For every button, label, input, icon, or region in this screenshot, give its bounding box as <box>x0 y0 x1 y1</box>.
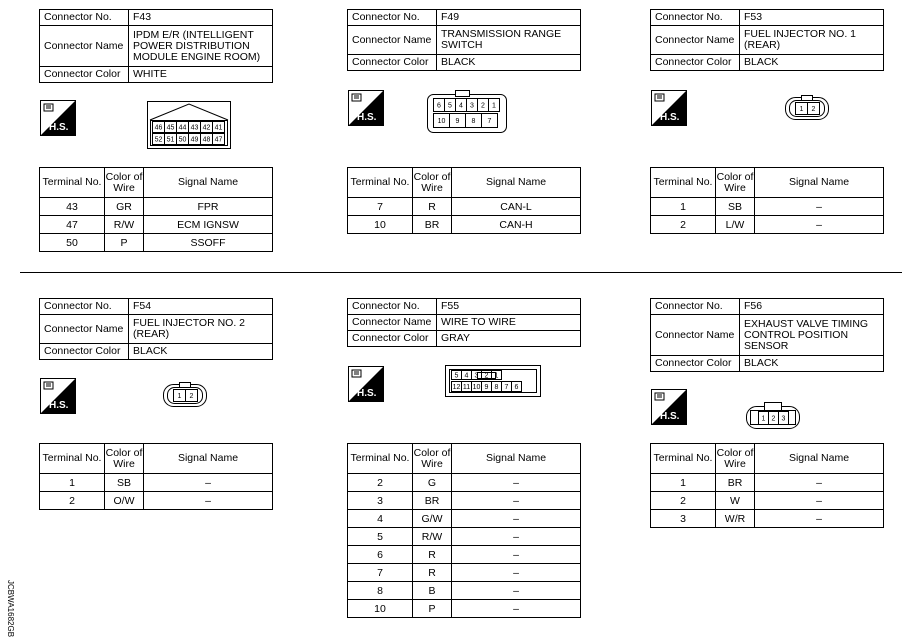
pin-label: 8 <box>494 384 499 391</box>
pin-row-top <box>434 99 500 112</box>
connector-color-label: Connector Color <box>40 67 129 83</box>
table-row <box>651 216 884 234</box>
wire-color: G <box>413 474 452 492</box>
wire-color: R/W <box>413 528 452 546</box>
pin-label: 47 <box>214 136 223 144</box>
connector-info-f56 <box>650 298 884 372</box>
connector-name-value: FUEL INJECTOR NO. 1 (REAR) <box>740 26 884 55</box>
pin-label: 3 <box>781 415 786 423</box>
pin-label: 48 <box>202 136 211 144</box>
signal-name: – <box>452 582 581 600</box>
terminal-no: 1 <box>651 474 716 492</box>
terminal-header <box>40 168 273 198</box>
table-row <box>40 492 273 510</box>
pin-label: 52 <box>154 136 163 144</box>
pin-label: 8 <box>471 118 476 125</box>
signal-name-header: Signal Name <box>755 168 884 198</box>
signal-name-header: Signal Name <box>144 168 273 198</box>
connector-name-value: FUEL INJECTOR NO. 2 (REAR) <box>129 315 273 344</box>
pin-label: 7 <box>487 118 492 125</box>
pin-label: 4 <box>464 372 469 380</box>
table-row <box>348 582 581 600</box>
pin-label: 10 <box>437 118 446 125</box>
connector-name-label: Connector Name <box>651 26 740 55</box>
pin-label: 1 <box>494 372 499 380</box>
wire-color-header: Color of Wire <box>105 168 144 198</box>
table-row <box>40 216 273 234</box>
connector-color-value: BLACK <box>740 55 884 71</box>
terminal-no: 1 <box>651 198 716 216</box>
terminal-no: 7 <box>348 564 413 582</box>
connector-color-value: BLACK <box>129 344 273 360</box>
connector-no-label: Connector No. <box>348 10 437 26</box>
terminal-no-header: Terminal No. <box>348 444 413 474</box>
wire-color: SB <box>105 474 144 492</box>
signal-name: SSOFF <box>144 234 273 252</box>
pin-label: 6 <box>514 384 519 391</box>
connector-info-f54 <box>39 298 273 360</box>
table-row <box>348 546 581 564</box>
pin-label: 45 <box>166 124 175 132</box>
terminal-table-f49 <box>347 167 581 234</box>
table-row <box>348 474 581 492</box>
connector-diagram-f54 <box>163 382 207 408</box>
terminal-no: 10 <box>348 600 413 618</box>
pin-label: 10 <box>472 384 481 391</box>
terminal-no: 5 <box>348 528 413 546</box>
connector-diagram-f53 <box>785 95 829 121</box>
terminal-no: 6 <box>348 546 413 564</box>
terminal-header <box>40 444 273 474</box>
terminal-no: 2 <box>348 474 413 492</box>
connector-info-f53 <box>650 9 884 71</box>
table-row <box>651 474 884 492</box>
pin-label: 4 <box>459 102 463 110</box>
terminal-no: 2 <box>651 492 716 510</box>
connector-color-value: BLACK <box>437 55 581 71</box>
signal-name: ECM IGNSW <box>144 216 273 234</box>
pin-label: 3 <box>474 372 479 380</box>
terminal-no: 2 <box>651 216 716 234</box>
harness-side-icon <box>40 378 76 414</box>
table-row <box>348 216 581 234</box>
wire-color-header: Color of Wire <box>716 168 755 198</box>
signal-name: – <box>144 474 273 492</box>
wire-color: R <box>413 198 452 216</box>
table-row <box>348 600 581 618</box>
connector-name-label: Connector Name <box>348 26 437 55</box>
connector-info-f43 <box>39 9 273 83</box>
terminal-header <box>348 168 581 198</box>
terminal-header <box>651 444 884 474</box>
pin-row-bottom <box>434 114 498 128</box>
connector-no-label: Connector No. <box>40 10 129 26</box>
pin-label: 5 <box>448 102 452 110</box>
harness-side-icon <box>348 366 384 402</box>
pin-label: 9 <box>455 118 460 125</box>
wire-color: SB <box>716 198 755 216</box>
signal-name: – <box>452 564 581 582</box>
terminal-table-f55 <box>347 443 581 618</box>
pin-label: 2 <box>771 415 776 423</box>
table-row <box>40 474 273 492</box>
connector-color-value: WHITE <box>129 67 273 83</box>
pin-label: 1 <box>177 393 182 400</box>
pin-label: 49 <box>190 136 199 144</box>
connector-name-value: TRANSMISSION RANGE SWITCH <box>437 26 581 55</box>
pin-row-bottom <box>153 134 225 145</box>
wire-color-header: Color of Wire <box>413 168 452 198</box>
terminal-no-header: Terminal No. <box>651 444 716 474</box>
terminal-no: 3 <box>651 510 716 528</box>
signal-name: – <box>755 510 884 528</box>
pin-label: 51 <box>166 136 175 144</box>
table-row <box>651 510 884 528</box>
connector-diagram-f43 <box>147 101 231 149</box>
wire-color-header: Color of Wire <box>716 444 755 474</box>
connector-color-label: Connector Color <box>40 344 129 360</box>
connector-no-label: Connector No. <box>651 299 740 315</box>
signal-name-header: Signal Name <box>144 444 273 474</box>
wire-color: GR <box>105 198 144 216</box>
pin-row <box>759 412 789 425</box>
pin-label: 1 <box>492 102 496 110</box>
table-row <box>348 528 581 546</box>
table-row <box>348 492 581 510</box>
terminal-header <box>651 168 884 198</box>
connector-name-label: Connector Name <box>40 26 129 67</box>
terminal-no: 3 <box>348 492 413 510</box>
signal-name-header: Signal Name <box>452 168 581 198</box>
connector-no-value: F56 <box>740 299 884 315</box>
terminal-no: 8 <box>348 582 413 600</box>
connector-info-f49 <box>347 9 581 71</box>
signal-name: – <box>452 600 581 618</box>
connector-no-value: F55 <box>437 299 581 315</box>
connector-color-value: BLACK <box>740 356 884 372</box>
connector-diagram-f49 <box>427 90 507 134</box>
pin-label: 42 <box>202 124 211 132</box>
svg-text:H.S.: H.S. <box>49 122 69 133</box>
pin-label: 7 <box>504 384 509 391</box>
connector-name-value: WIRE TO WIRE <box>437 315 581 331</box>
pin-label: 1 <box>761 415 766 423</box>
table-row <box>348 510 581 528</box>
table-row <box>348 564 581 582</box>
pin-label: 6 <box>437 102 441 110</box>
pin-label: 9 <box>484 384 489 391</box>
connector-no-label: Connector No. <box>651 10 740 26</box>
pin-label: 5 <box>454 372 459 380</box>
wire-color: BR <box>413 492 452 510</box>
pin-row-top <box>452 371 502 380</box>
connector-no-label: Connector No. <box>348 299 437 315</box>
pin-label: 43 <box>190 124 199 132</box>
connector-color-label: Connector Color <box>651 356 740 372</box>
pin-row <box>174 390 198 402</box>
wire-color: R <box>413 564 452 582</box>
table-row <box>40 198 273 216</box>
document-id: JCBWA1682GB <box>6 579 16 638</box>
terminal-no-header: Terminal No. <box>40 168 105 198</box>
connector-no-value: F53 <box>740 10 884 26</box>
pin-label: 46 <box>154 124 163 132</box>
wire-color: W <box>716 492 755 510</box>
svg-text:H.S.: H.S. <box>660 411 680 422</box>
pin-label: 41 <box>214 124 223 132</box>
svg-text:H.S.: H.S. <box>49 400 69 411</box>
signal-name: – <box>755 474 884 492</box>
pin-row <box>796 103 820 115</box>
terminal-no: 50 <box>40 234 105 252</box>
terminal-header <box>348 444 581 474</box>
connector-no-value: F49 <box>437 10 581 26</box>
table-row <box>348 198 581 216</box>
signal-name: – <box>452 492 581 510</box>
connector-name-label: Connector Name <box>40 315 129 344</box>
pin-row-bottom <box>452 382 522 392</box>
signal-name: – <box>144 492 273 510</box>
table-row <box>651 198 884 216</box>
terminal-no: 47 <box>40 216 105 234</box>
connector-color-value: GRAY <box>437 331 581 347</box>
signal-name-header: Signal Name <box>452 444 581 474</box>
wire-color: BR <box>716 474 755 492</box>
harness-side-icon <box>40 100 76 136</box>
terminal-no: 2 <box>40 492 105 510</box>
svg-text:H.S.: H.S. <box>357 388 377 399</box>
signal-name: – <box>452 474 581 492</box>
signal-name-header: Signal Name <box>755 444 884 474</box>
signal-name: CAN-L <box>452 198 581 216</box>
wire-color: P <box>105 234 144 252</box>
wire-color-header: Color of Wire <box>413 444 452 474</box>
wire-color: L/W <box>716 216 755 234</box>
table-row <box>40 234 273 252</box>
terminal-table-f43 <box>39 167 273 252</box>
terminal-no: 7 <box>348 198 413 216</box>
wire-color: W/R <box>716 510 755 528</box>
harness-side-icon <box>348 90 384 126</box>
wire-color: R/W <box>105 216 144 234</box>
table-row <box>651 492 884 510</box>
connector-color-label: Connector Color <box>348 55 437 71</box>
harness-side-icon <box>651 90 687 126</box>
pin-label: 1 <box>799 106 804 113</box>
svg-text:H.S.: H.S. <box>357 112 377 123</box>
signal-name: – <box>755 198 884 216</box>
terminal-no: 43 <box>40 198 105 216</box>
pin-label: 11 <box>462 384 471 391</box>
connector-color-label: Connector Color <box>348 331 437 347</box>
pin-label: 2 <box>484 372 489 380</box>
svg-text:H.S.: H.S. <box>660 112 680 123</box>
signal-name: CAN-H <box>452 216 581 234</box>
terminal-no-header: Terminal No. <box>651 168 716 198</box>
wire-color: B <box>413 582 452 600</box>
wire-color: R <box>413 546 452 564</box>
signal-name: – <box>755 492 884 510</box>
signal-name: – <box>452 546 581 564</box>
terminal-no: 10 <box>348 216 413 234</box>
connector-name-value: IPDM E/R (INTELLIGENT POWER DISTRIBUTION MODULE ENGINE ROOM) <box>129 26 273 67</box>
wire-color: BR <box>413 216 452 234</box>
pin-row-top <box>153 122 225 133</box>
pin-label: 2 <box>811 106 816 113</box>
connector-no-value: F54 <box>129 299 273 315</box>
connector-name-label: Connector Name <box>348 315 437 331</box>
connector-diagram-f55 <box>445 365 541 397</box>
signal-name: – <box>755 216 884 234</box>
signal-name: FPR <box>144 198 273 216</box>
connector-name-label: Connector Name <box>651 315 740 356</box>
terminal-table-f54 <box>39 443 273 510</box>
signal-name: – <box>452 528 581 546</box>
terminal-table-f56 <box>650 443 884 528</box>
connector-name-value: EXHAUST VALVE TIMING CONTROL POSITION SENSOR <box>740 315 884 356</box>
terminal-no-header: Terminal No. <box>348 168 413 198</box>
wire-color: O/W <box>105 492 144 510</box>
connector-info-f55 <box>347 298 581 347</box>
connector-no-label: Connector No. <box>40 299 129 315</box>
terminal-no: 4 <box>348 510 413 528</box>
connector-no-value: F43 <box>129 10 273 26</box>
connector-color-label: Connector Color <box>651 55 740 71</box>
harness-side-icon <box>651 389 687 425</box>
wire-color-header: Color of Wire <box>105 444 144 474</box>
pin-label: 2 <box>481 102 485 110</box>
terminal-table-f53 <box>650 167 884 234</box>
terminal-no-header: Terminal No. <box>40 444 105 474</box>
connector-diagram-f56 <box>746 402 800 430</box>
wire-color: G/W <box>413 510 452 528</box>
terminal-no: 1 <box>40 474 105 492</box>
pin-label: 2 <box>189 393 194 400</box>
section-divider <box>20 272 902 273</box>
pin-label: 12 <box>452 384 461 391</box>
pin-label: 50 <box>178 136 187 144</box>
signal-name: – <box>452 510 581 528</box>
wire-color: P <box>413 600 452 618</box>
pin-label: 3 <box>470 102 474 110</box>
pin-label: 44 <box>178 124 187 132</box>
